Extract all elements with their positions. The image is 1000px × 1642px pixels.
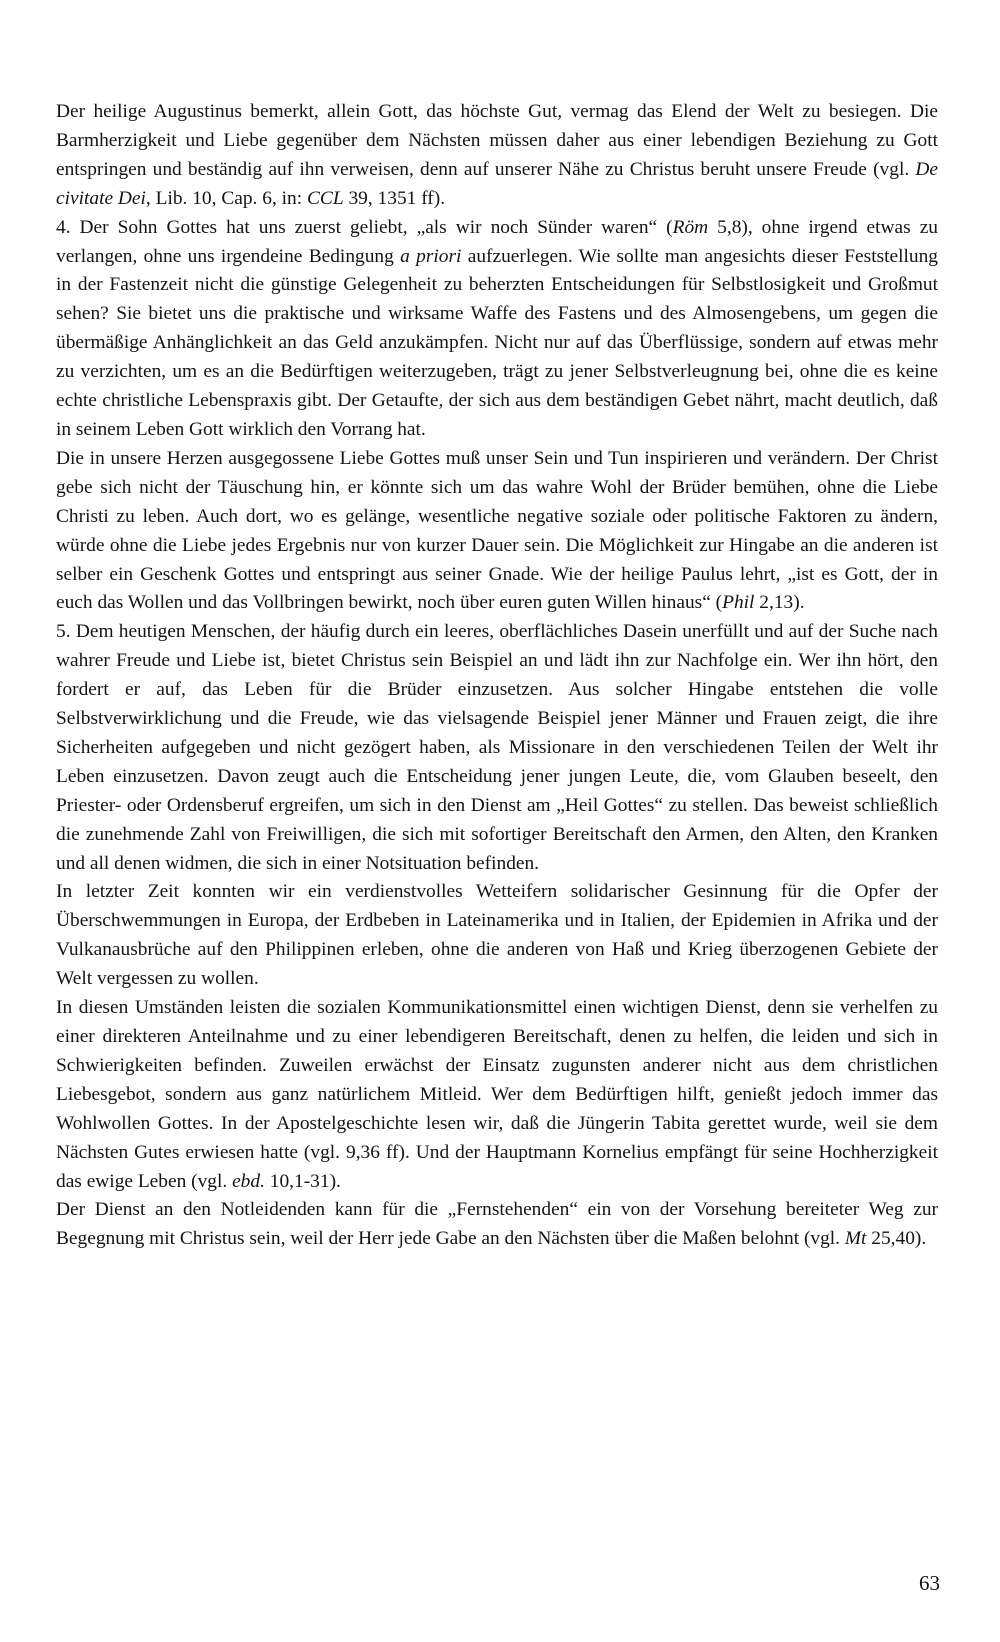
- text-segment: 10,1-31).: [264, 1170, 341, 1192]
- text-segment: aufzuerlegen. Wie sollte man angesichts dieser Feststellung in der Fastenzeit nicht die günstige Gelegenheit zu beherzten Entscheidungen für Selbstlosigkeit und Großmut sehen? Sie bietet uns die praktische und wirksame Waffe des Fastens und des Almosengebens, um gegen die übermäßige Anhänglichkeit an das Geld anzukämpfen. Nicht nur auf das Überflüssige, sondern auf etwas mehr zu verzichten, um es an die Bedürftigen weiterzugeben, trägt zu jener Selbstverleugnung bei, ohne die es keine echte christliche Lebenspraxis gibt. Der Getaufte, der sich aus dem beständigen Gebet nährt, macht deutlich, daß in seinem Leben Gott wirklich den Vorrang hat.: [56, 245, 938, 440]
- italic-reference: ebd.: [232, 1170, 265, 1192]
- text-segment: In diesen Umständen leisten die sozialen Kommunikationsmittel einen wichtigen Dienst, denn sie verhelfen zu einer direkteren Anteilnahme und zu einer lebendigeren Bereitschaft, denen zu helfen, die leiden und sich in Schwierigkeiten befinden. Zuweilen erwächst der Einsatz zugunsten anderer nicht aus dem christlichen Liebesgebot, sondern aus ganz natürlichem Mitleid. Wer dem Bedürftigen hilft, genießt jedoch immer das Wohlwollen Gottes. In der Apostelgeschichte lesen wir, daß die Jüngerin Tabita gerettet wurde, weil sie dem Nächsten Gutes erwiesen hatte (vgl. 9,36 ff). Und der Hauptmann Kornelius empfängt für seine Hochherzigkeit das ewige Leben (vgl.: [56, 997, 938, 1192]
- italic-reference: a priori: [400, 245, 462, 267]
- paragraph: [56, 98, 938, 214]
- text-segment: 25,40).: [866, 1228, 927, 1250]
- page-number: 63: [919, 1571, 940, 1595]
- text-segment: Der Dienst an den Notleidenden kann für die „Fernstehenden“ ein von der Vorsehung bereiteter Weg zur Begegnung mit Christus sein, weil der Herr jede Gabe an den Nächsten über die Maßen belohnt (vgl.: [56, 1199, 938, 1250]
- text-segment: In letzter Zeit konnten wir ein verdienstvolles Wetteifern solidarischer Gesinnung für die Opfer der Überschwemmungen in Europa, der Erdbeben in Lateinamerika und in Italien, der Epidemien in Afrika und der Vulkanausbrüche auf den Philippinen erleben, ohne die anderen von Haß und Krieg überzogenen Gebiete der Welt vergessen zu wollen.: [56, 881, 938, 990]
- text-segment: 2,13).: [754, 592, 805, 614]
- italic-reference: Mt: [844, 1228, 867, 1250]
- body-text: [56, 98, 938, 1254]
- paragraph: [56, 994, 938, 1196]
- text-segment: 4. Der Sohn Gottes hat uns zuerst geliebt, „als wir noch Sünder waren“ (: [56, 216, 673, 238]
- italic-reference: CCL: [306, 187, 344, 209]
- paragraph: [56, 1196, 938, 1254]
- italic-reference: Phil: [722, 592, 755, 614]
- paragraph: [56, 445, 938, 618]
- text-segment: , Lib. 10, Cap. 6, in:: [145, 187, 307, 209]
- paragraph: [56, 878, 938, 994]
- text-segment: 39, 1351 ff).: [343, 187, 446, 209]
- paragraph: [56, 214, 938, 445]
- italic-reference: De civitate Dei: [56, 158, 938, 209]
- italic-reference: Röm: [672, 216, 709, 238]
- paragraph: [56, 618, 938, 878]
- text-segment: 5. Dem heutigen Menschen, der häufig durch ein leeres, oberflächliches Dasein unerfüllt und auf der Suche nach wahrer Freude und Liebe ist, bietet Christus sein Beispiel an und lädt ihn zur Nachfolge ein. Wer ihn hört, den fordert er auf, das Leben für die Brüder einzusetzen. Aus solcher Hingabe entstehen die volle Selbstverwirklichung und die Freude, wie das vielsagende Beispiel jener Männer und Frauen zeigt, die ihre Sicherheiten aufgegeben und nicht gezögert haben, als Missionare in den verschiedenen Teilen der Welt ihr Leben einzusetzen. Davon zeugt auch die Entscheidung jener jungen Leute, die, vom Glauben beseelt, den Priester- oder Ordensberuf ergreifen, um sich in den Dienst am „Heil Gottes“ zu stellen. Das beweist schließlich die zunehmende Zahl von Freiwilligen, die sich mit sofortiger Bereitschaft den Armen, den Alten, den Kranken und all denen widmen, die sich in einer Notsituation befinden.: [56, 621, 938, 874]
- text-segment: Die in unsere Herzen ausgegossene Liebe Gottes muß unser Sein und Tun inspirieren und verändern. Der Christ gebe sich nicht der Täuschung hin, er könnte sich um das wahre Wohl der Brüder bemühen, ohne die Liebe Christi zu leben. Auch dort, wo es gelänge, wesentliche negative soziale oder politische Faktoren zu ändern, würde ohne die Liebe jedes Ergebnis nur von kurzer Dauer sein. Die Möglichkeit zur Hingabe an die anderen ist selber ein Geschenk Gottes und entspringt aus seiner Gnade. Wie der heilige Paulus lehrt, „ist es Gott, der in euch das Wollen und das Vollbringen bewirkt, noch über euren guten Willen hinaus“ (: [56, 447, 938, 614]
- text-segment: 5,8), ohne irgend etwas zu verlangen, ohne uns irgendeine Bedingung: [56, 216, 938, 267]
- text-segment: Der heilige Augustinus bemerkt, allein Gott, das höchste Gut, vermag das Elend der Welt zu besiegen. Die Barmherzigkeit und Liebe gegenüber dem Nächsten müssen daher aus einer lebendigen Beziehung zu Gott entspringen und beständig auf ihn verweisen, denn auf unserer Nähe zu Christus beruht unsere Freude (vgl.: [56, 101, 938, 180]
